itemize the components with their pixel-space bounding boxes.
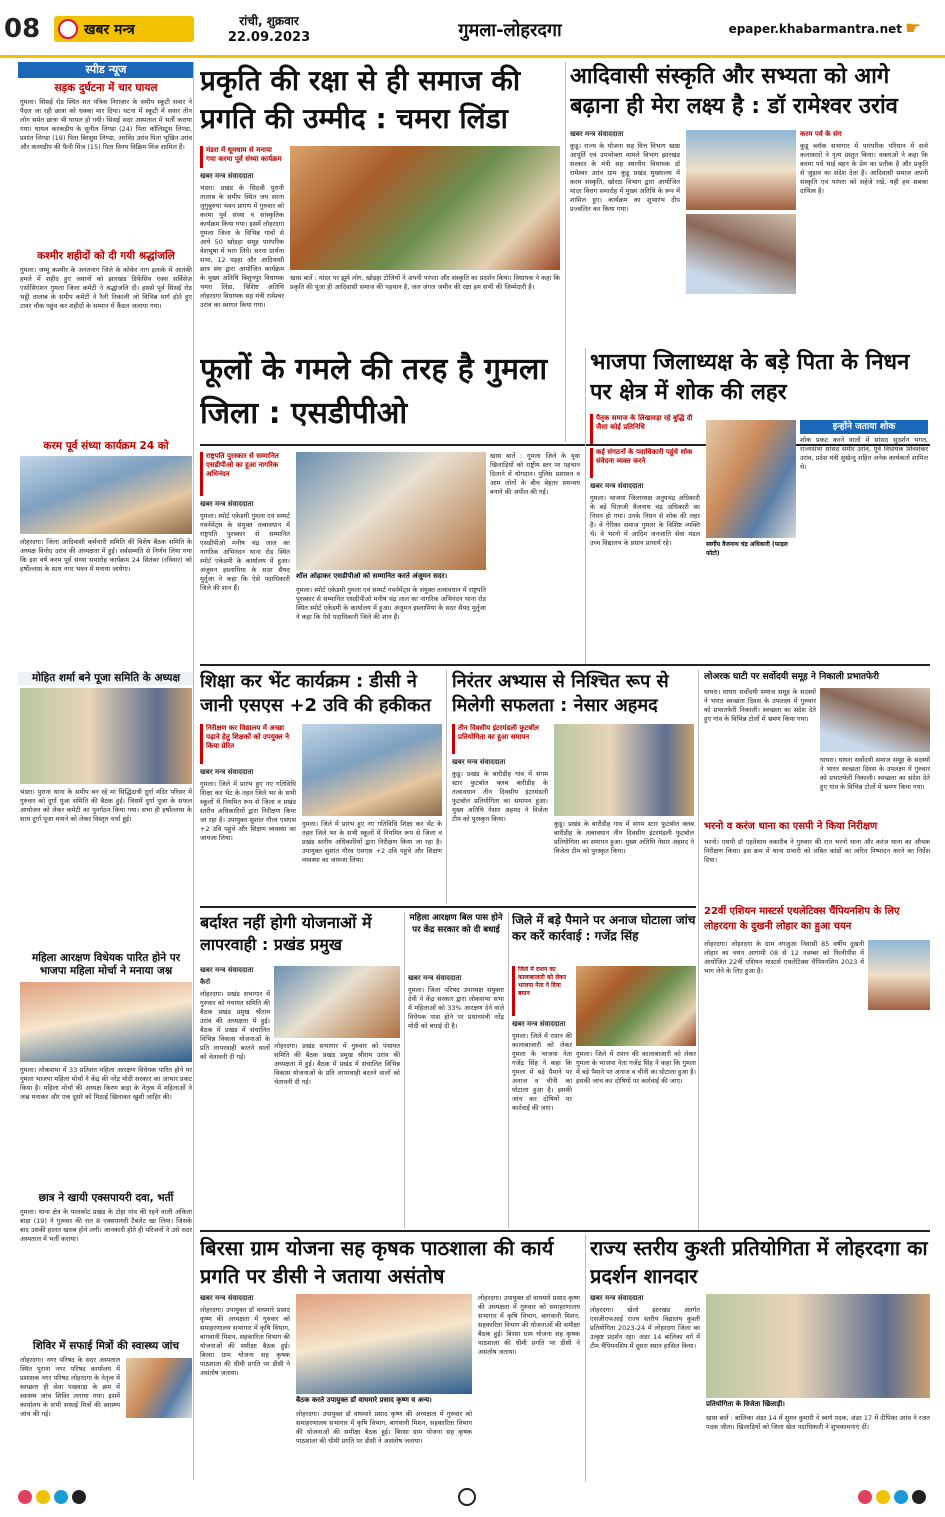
brand-logo [54,16,194,42]
condolence-head: इन्होंने जताया शोक [800,420,928,434]
news-photo [126,1358,192,1418]
story6-text-2: कुडू। प्रखंड के बारीडीह गांव में संगम स्टार फुटबॉल क्लब बारीडीह के तत्वावधान तीन दिवसीय इंटरमंडली फुटबॉल प्रतियोगिता का समापन हुआ। मुख्य अतिथि नेसार अहमद ने विजेता टीम को पुरस्कृत किया। [554,820,694,855]
story8-headline: महिला आरक्षण बिल पास होने पर केंद्र सरकार को दी बधाई [409,913,503,935]
pointing-hand-icon: ☛ [905,18,922,39]
story13-text-2: लोहरदगा। उपायुक्त डॉ वाघमारे प्रसाद कृष्ण की अध्यक्षता में गुरुवार को समाहरणालय सभागार में कृषि विभाग, बागवानी मिशन, सहकारिता विभाग की योजनाओं की समीक्षा बैठक हुई। बिरसा ग्राम योजना सह कृषक पाठशाला की धीमी प्रगति पर डीसी ने असंतोष जताया। [296,1410,472,1445]
news-head: कश्मीर शहीदों को दी गयी श्रद्धांजलि [37,250,175,262]
story2-sidebar-text: कुडू ब्लॉक सभागार में पारंपरिक परिधान में सजे कलाकारों ने नृत्य प्रस्तुत किया। वक्ताओं ने कहा कि करमा पर्व भाई बहन के प्रेम का प्रतीक है और प्रकृति से जुड़ाव का संदेश देता है। आदिवासी समाज अपनी संस्कृति एवं परंपरा को सहेजे रखे, यही हम सबका दायित्व है। [800,142,928,195]
story11-headline: भरनो व करंज थाना का एसपी ने किया निरीक्षण [704,821,878,832]
news-text: गुमला। थाना क्षेत्र के पालकोट प्रखंड के टोहा गांव की रहने वाली अंकिता बाड़ा (19) ने गुरुवार की रात 8 एक्सपायरी टैबलेट खा लिया। जिसके बाद उसकी हालत खराब होने लगी। जानकारी होते ही परिजनों ने उसे सदर अस्पताल में भर्ती कराया। [20,1208,192,1243]
story2-byline: खबर मन्त्र संवाददाता [570,130,624,138]
story13-byline: खबर मन्त्र संवाददाता [200,1294,254,1302]
story11-text: भरनो। एसपी डॉ एहतेशाम वकारीब ने गुरुवार की रात भरनो थाना और करंज थाना का औचक निरीक्षण किया। इस क्रम में थाना प्रभारी को लंबित कांडों का त्वरित निष्पादन करने का निर्देश दिया। [704,838,930,864]
story14-caption-text: खास बातें : बालिका अंडर 14 में सुमन कुमारी ने स्वर्ण पदक, अंडर 17 में दीपिका उरांव ने रजत पदक जीता। खिलाड़ियों को जिला खेल पदाधिकारी ने शुभकामनाएं दीं। [706,1414,930,1431]
story1-caption: खास बातें : मांदर पर झूमे लोग, खोड़हा टोलियों ने अपनी परंपरा और संस्कृति का प्रदर्शन किया। विधायक ने कहा कि प्रकृति की पूजा ही आदिवासी समाज की पहचान है, जल जंगल जमीन की रक्षा हम सभी की जिम्मेदारी है। [290,274,560,291]
color-mark-icon [912,1490,926,1504]
story2-headline: आदिवासी संस्कृति और सभ्यता को आगे बढ़ाना ही मेरा लक्ष्य है : डॉ रामेश्वर उरांव [570,64,898,119]
section-rule [200,664,930,666]
footer-strip [18,1486,930,1506]
story7-headline: बर्दाश्त नहीं होगी योजनाओं में लापरवाही : प्रखंड प्रमुख [200,913,372,954]
story2-text: कुडू। राज्य के योजना सह वित्त विभाग खाद्य आपूर्ति एवं उपभोक्ता मामले विभाग झारखंड सरकार के मंत्री सह स्थानीय विधायक डॉ रामेश्वर उरांव ग्राम कुडू प्रखंड मुख्यालय में करम संस्कृति, खोरठा विभाग द्वारा आयोजित मांदर विराग समारोह में मुख्य अतिथि के रूप में शामिल हुए। कार्यक्रम का शुभारंभ दीप प्रज्वलित कर किया गया। [570,142,680,213]
news-text: गुमला। लोकसभा में 33 प्रतिशत महिला आरक्षण विधेयक पारित होने पर गुमला भाजपा महिला मोर्चा ने केंद्र की नरेंद्र मोदी सरकार का आभार प्रकट किया है। महिला मोर्चा की अध्यक्ष किरण बाड़ा के नेतृत्व में महिलाओं ने जश्न मनाकर और एक दूसरे को मिठाई खिलाकर खुशी जाहिर की। [20,1066,192,1101]
story8-text: गुमला। जिला परिषद उपाध्यक्ष संयुक्ता देवी ने केंद्र सरकार द्वारा लोकसभा सभा में महिलाओं को 33% आरक्षण देने वाले विधेयक पास होने पर प्रधानमंत्री नरेंद्र मोदी को बधाई दी है। [408,986,504,1030]
news-head: छात्र ने खायी एक्सपायरी दवा, भर्ती [38,1192,174,1204]
speed-news-column [18,62,194,1480]
story13-text-3: लोहरदगा। उपायुक्त डॉ वाघमारे प्रसाद कृष्ण की अध्यक्षता में गुरुवार को समाहरणालय सभागार में कृषि विभाग, बागवानी मिशन, सहकारिता विभाग की योजनाओं की समीक्षा बैठक हुई। बिरसा ग्राम योजना सह कृषक पाठशाला की धीमी प्रगति पर डीसी ने असंतोष जताया। [478,1294,580,1356]
news-head: महिला आरक्षण विधेयक पारित होने पर भाजपा महिला मोर्चा ने मनाया जश्न [31,952,181,977]
registration-mark-icon [458,1488,476,1506]
story2-sidebar-head: करम पर्व के संग [800,130,842,138]
color-mark-icon [18,1490,32,1504]
story5-byline: खबर मन्त्र संवाददाता [200,768,254,776]
color-mark-icon [876,1490,890,1504]
news-text: लोहरदगा। जिला आदिवासी कर्मचारी समिति की विशेष बैठक समिति के अध्यक्ष विनोद उरांव की अध्यक्षता में हुई। सर्वसम्मति से निर्णय लिया गया कि इस वर्ष करम पूर्व संध्या समारोह कार्यक्रम 24 सितंबर (रविवार) को हर्षोल्लास के साथ नगर भवन में मनाया जायेगा। [20,538,192,573]
news-head: करम पूर्व संध्या कार्यक्रम 24 को [43,440,169,452]
story2-photo [686,130,796,210]
condolence-text: शोक प्रकट करने वालों में सांसद सुदर्शन भगत, राज्यसभा सांसद समीर उरांव, पूर्व विधायक शिवशंकर उरांव, प्रदेश मंत्री सुखेन्दु सहित अनेक कार्यकर्ता शामिल थे। [800,436,928,471]
story13-text: लोहरदगा। उपायुक्त डॉ वाघमारे प्रसाद कृष्ण की अध्यक्षता में गुरुवार को समाहरणालय सभागार में कृषि विभाग, बागवानी मिशन, सहकारिता विभाग की योजनाओं की समीक्षा बैठक हुई। बिरसा ग्राम योजना सह कृषक पाठशाला की धीमी प्रगति पर डीसी ने असंतोष जताया। [200,1306,290,1377]
story6-headline: निरंतर अभ्यास से निश्चित रूप से मिलेगी सफलता : नेसार अहमद [452,671,669,716]
section-title: गुमला-लोहरदगा [458,20,562,41]
story7-photo [274,966,400,1038]
news-photo [20,982,192,1062]
news-text: गुमला। जम्मू कश्मीर के अनंतनाग जिले के कोकेर नाग इलाके में आतंकी हमले में शहीद हुए जवानों को झारखंड डिफेंसिव एक्स सर्विसेज़ एसोसिएशन गुमला जिला कमेटी ने श्रद्धांजलि दी। इससे पूर्व सिसई रोड भट्ठी तालाब के समीप कमेटी ने रैली निकाली जो विभिन्न मार्ग होते हुए टावर चौक पहुंच कर शहीदों के सम्मान में कैंडल जलाया गया। [20,266,192,310]
story4-headline: भाजपा जिलाध्यक्ष के बड़े पिता के निधन पर क्षेत्र में शोक की लहर [590,350,910,405]
story8-byline: खबर मन्त्र संवाददाता [408,974,462,982]
story7-byline: खबर मन्त्र संवाददाता [200,966,254,974]
story5-headline: शिक्षा कर भेंट कार्यक्रम : डीसी ने जानी एसएस +2 उवि की हकीकत [200,671,432,716]
story3-box: राष्ट्रपति पुरस्कार से सम्मानित एसडीपीओ का हुआ नागरिक अभिनंदन [200,452,290,496]
story2-photo-2 [686,214,796,294]
story3-text: गुमला। स्पोर्ट एकेडमी गुमला एवं सम्मर्ट गवर्नमेंट्स के संयुक्त तत्वावधान में राष्ट्रपति पुरस्कार से सम्मानित एसडीपीओ मनीष चंद्र लाल का नागरिक अभिनंदन थाना रोड स्थित स्पोर्ट एकेडमी के कार्यालय में हुआ। अंजुमन इस्लामिया के सदर सैयद मुर्तुजा ने कहा कि ऐसे पदाधिकारी जिले की शान हैं। [200,512,290,592]
color-mark-icon [72,1490,86,1504]
story3-headline: फूलों के गमले की तरह है गुमला जिला : एसडीपीओ [200,352,548,431]
masthead [0,0,945,58]
column-divider [698,670,699,1230]
column-divider [508,912,509,1228]
story1-subhead: मंडरा में धूमधाम से मनाया गया करमा पूर्व संध्या कार्यक्रम [200,146,284,168]
story10-photo [820,688,930,752]
issue-date: 22.09.2023 [227,30,311,45]
story14-headline: राज्य स्तरीय कुश्ती प्रतियोगिता में लोहरदगा का प्रदर्शन शानदार [590,1236,928,1288]
story4-text: गुमला। भाजपा जिलाध्यक्ष अनुपचंद्र अधिकारी के बड़े पिताजी वैजनाथ चंद्र अधिकारी का निधन हो गया। उनके निधन से शोक की लहर है। वे गेरिका समाज गुमला के विशिष्ट व्यक्ति थे। वे भरनो में आदिम जनजाति सेवा मंडल उच्च विद्यालय के प्रधान प्राचार्य रहे। [590,494,700,547]
epaper-url[interactable]: epaper.khabarmantra.net [728,22,902,36]
story1-photo [290,146,560,270]
column-divider [585,1234,586,1482]
story14-photo [706,1294,930,1398]
story4-box1: पैतृक समाज के लिखावड़ा रहे बुद्धि दी जैसा कोई प्रतिनिधि [590,414,700,444]
color-mark-icon [36,1490,50,1504]
news-photo [20,688,192,784]
story9-text-2: गुमला। जिले में राशन की कालाबाजारी को लेकर गुमला के भाजपा नेता गजेंद्र सिंह ने कहा कि गुमला में बड़े पैमाने पर अनाज व चीनी का घोटाला हुआ है। इसकी जांच कर दोषियों पर कार्रवाई की जाए। [576,1050,696,1085]
news-head: सड़क दुर्घटना में चार घायल [54,82,158,94]
story10-headline: लोअरक घाटी पर सर्वोदयी समूह ने निकाली प्रभातफेरी [704,672,879,682]
news-head: शिविर में सफाई मित्रों की स्वास्थ्य जांच [32,1340,180,1352]
column-divider [446,670,447,904]
story12-photo [868,940,930,1010]
story12-text: लोहरदगा। लोहरदगा के ग्राम नगजुआ निवासी 85 वर्षीय दुखनी लोहार का चयन आगामी 08 से 12 नवम्बर को फिलीपींस में आयोजित 22वीं एशियन मास्टर्स एथलेटिक्स चैंपियनशिप 2023 में भाग लेने के लिए हुआ है। [704,940,864,975]
news-head: मोहित शर्मा बने पूजा समिति के अध्यक्ष [18,672,194,685]
story6-photo [554,724,694,816]
story3-extra-text: गुमला। स्पोर्ट एकेडमी गुमला एवं सम्मर्ट गवर्नमेंट्स के संयुक्त तत्वावधान में राष्ट्रपति पुरस्कार से सम्मानित एसडीपीओ मनीष चंद्र लाल का नागरिक अभिनंदन थाना रोड स्थित स्पोर्ट एकेडमी के कार्यालय में हुआ। अंजुमन इस्लामिया के सदर सैयद मुर्तुजा ने कहा कि ऐसे पदाधिकारी जिले की शान हैं। [296,586,486,621]
story3-photo [296,452,486,570]
color-mark-icon [858,1490,872,1504]
color-mark-icon [894,1490,908,1504]
brand-emblem-icon [58,19,78,39]
story4-photo-caption: स्वर्गीय वैजनाथ चंद्र अधिकारी (फाइल फोटो) [706,541,788,557]
story5-text: गुमला। जिले में प्रारंभ हुए नए गतिविधि शिक्षा कर भेंट के तहत जिले भर के सभी स्कूलों में नियमित रूप से जिला व प्रखंड स्तरीय अधिकारियों द्वारा निरीक्षण किया जा रहा है। उपायुक्त सुशांत गौरव एसएस +2 उवि पहुंचे और शिक्षण व्यवस्था का जायजा लिया। [200,780,296,842]
story9-text: गुमला। जिले में राशन की कालाबाजारी को लेकर गुमला के भाजपा नेता गजेंद्र सिंह ने कहा कि गुमला में बड़े पैमाने पर अनाज व चीनी का घोटाला हुआ है। इसकी जांच कर दोषियों पर कार्रवाई की जाए। [512,1032,572,1112]
story6-box: तीन दिवसीय इंटरमंडली फुटबॉल प्रतियोगिता का हुआ समापन [452,724,548,754]
story1-text: भंडरा। प्रखंड के सिठवी पुरानी तालाब के समीप स्थित जय सरना लुगुबुरुया भवन प्रांगण में गुरुवार को करमा पूर्व संध्या व सांस्कृतिक कार्यक्रम किया गया। इसमें लोहरदगा गुमला जिला के विभिन्न गांवों से आये 50 खोड़हा समूह पारंपरिक वेशभूषा में भाग लिये। सरना प्रार्थना सभा, 12 पड़हा और आदिवासी छात्र संघ द्वारा आयोजित कार्यक्रम के मुख्य अतिथि बिशुनपुर विधायक चमरा लिंडा, विशिष्ट अतिथि लोहरदगा विधायक सह मंत्री रामेश्वर उरांव का स्वागत किया गया। [200,184,284,309]
story7-place: कैरो [200,978,211,986]
section-rule [200,906,696,908]
story5-box: निरीक्षण कर विद्यालय में अच्छा पढ़ाने हेतु शिक्षकों को उपयुक्त ने किया प्रेरित [200,724,296,764]
story1-byline: खबर मन्त्र संवाददाता [200,172,254,180]
story10-text: घाघरा। घाघरा सर्वोदयी समाज समूह के सदस्यों ने भारत स्वच्छता दिवस के उपलक्ष्य में गुरुवार को प्रभातफेरी निकाली। स्वच्छता का संदेश देते हुए गांव के विभिन्न टोलों में भ्रमण किया गया। [704,688,816,723]
story3-side: खास बातें : गुमला जिले के युवा खिलाड़ियों को राष्ट्रीय स्तर पर पहचान दिलाने में योगदान। पुलिस प्रशासन व आम लोगों के बीच बेहतर समन्वय बनाने की अपील की गई। [490,452,580,496]
story3-photo-caption: शॉल ओढ़ाकर एसडीपीओ को सम्मानित करते अंजुमन सदर। [296,572,448,580]
column-divider [404,912,405,1228]
story4-box2: कई संगठनों के पदाधिकारी पहुंचे शोक संवेदना व्यक्त करने [590,448,700,478]
section-rule [200,1230,930,1232]
story5-photo [302,724,442,816]
story13-photo [296,1294,472,1394]
story14-photo-caption: प्रतियोगिता के विजेता खिलाड़ी। [706,1400,785,1408]
page-number: 08 [4,14,41,44]
color-mark-icon [54,1490,68,1504]
story4-photo [706,420,796,538]
city-day: रांची, शुक्रवार [239,14,299,28]
story9-photo [576,966,696,1046]
story7-text-2: लोहरदगा। प्रखंड सभागार में गुरुवार को पंचायत समिति की बैठक प्रखंड प्रमुख श्रीराम उरांव की अध्यक्षता में हुई। बैठक में प्रखंड में संचालित विभिन्न विकास योजनाओं के प्रति लापरवाही बरतने वालों को चेतावनी दी गई। [274,1042,400,1086]
story3-byline: खबर मन्त्र संवाददाता [200,500,254,508]
story13-photo-caption: बैठक करते उपायुक्त डॉ वाघमारे प्रसाद कृष्ण व अन्य। [296,1396,432,1404]
story14-text: लोहरदगा। खेलो झारखंड अंतर्गत एसजीएफआई राज्य स्तरीय विद्यालय कुश्ती प्रतियोगिता 2023-24 में लोहरदगा जिला का उत्कृष्ट प्रदर्शन रहा। अंडर 14 बालिका वर्ग में टीम चैंपियनशिप में दूसरा स्थान हासिल किया। [590,1306,700,1350]
news-text: भंडरा। पुराना थाना के समीप बन रहे मां सिद्धिदात्री दुर्गा मंदिर परिसर में गुरुवार को दुर्गा पूजा समिति की बैठक हुई। जिसमें दुर्गा पूजा के सफल आयोजन को लेकर कमेटी का पुनर्गठन किया गया। सभा ही हर्षोल्लास के साथ दुर्गा पूजा मनाने को लेकर विस्तृत चर्चा हुई। [20,788,192,823]
story5-text-2: गुमला। जिले में प्रारंभ हुए नए गतिविधि शिक्षा कर भेंट के तहत जिले भर के सभी स्कूलों में नियमित रूप से जिला व प्रखंड स्तरीय अधिकारियों द्वारा निरीक्षण किया जा रहा है। उपायुक्त सुशांत गौरव एसएस +2 उवि पहुंचे और शिक्षण व्यवस्था का जायजा लिया। [302,820,442,864]
story4-byline: खबर मन्त्र संवाददाता [590,482,644,490]
story12-headline: 22वीं एशियन मास्टर्स एथलेटिक्स चैंपियनशिप के लिए लोहरदगा के दुखनी लोहार का हुआ चयन [704,906,900,932]
story10-text-2: घाघरा। घाघरा सर्वोदयी समाज समूह के सदस्यों ने भारत स्वच्छता दिवस के उपलक्ष्य में गुरुवार को प्रभातफेरी निकाली। स्वच्छता का संदेश देते हुए गांव के विभिन्न टोलों में भ्रमण किया गया। [820,756,930,791]
story6-byline: खबर मन्त्र संवाददाता [452,758,506,766]
news-text: गुमला। सिसई रोड स्थित सत पत्रिक निराज़ार के समीप स्कूटी सवार ने पैदल जा रही छात्रा को धक्का मार दिया। घटना में स्कूटी में सवार तीन लोग समेत छात्रा भी घायल हो गयी। सिसई सदर अस्पताल में भर्ती कराया गया। घायल करकड़ीय के सुनील लिण्डा (24) पिता कॉलिस्टुस लिण्डा, प्रशांत लिण्डा (19) पिता बिरसुस लिण्डा, अरविंद उरांव पिता भूखिन उरांव और करमडीप की फैनी मिंज (15) पिता विनय विक्रिम मिंज शामिल हैं। [20,98,192,151]
story9-headline: जिले में बड़े पैमाने पर अनाज घोटाला जांच कर करें कार्रवाई : गजेंद्र सिंह [512,913,696,943]
story14-byline: खबर मन्त्र संवाददाता [590,1294,644,1302]
news-photo [20,456,192,534]
story7-text: लोहरदगा। प्रखंड सभागार में गुरुवार को पंचायत समिति की बैठक प्रखंड प्रमुख श्रीराम उरांव की अध्यक्षता में हुई। बैठक में प्रखंड में संचालित विभिन्न विकास योजनाओं के प्रति लापरवाही बरतने वालों को चेतावनी दी गई। [200,990,270,1061]
news-text: लोहरदगा। नगर परिषद के सदर अस्पताल स्थित पुराना नगर परिषद कार्यालय में प्रशासक नगर परिषद लोहरदगा के नेतृत्व में स्वच्छता ही सेवा पखवाड़ा के क्रम में स्वास्थ्य जांच शिविर लगाया गया। इसमें कार्यालय के सभी सफाई मित्रों की स्वास्थ्य जांच की गई। [20,1356,120,1418]
column-divider [585,348,586,664]
story13-headline: बिरसा ग्राम योजना सह कृषक पाठशाला की कार्य प्रगति पर डीसी ने जताया असंतोष [200,1236,554,1288]
speed-news-band: स्पीड न्यूज [18,62,194,78]
brand-name: खबर मन्त्र [84,22,135,38]
story6-text: कुडू। प्रखंड के बारीडीह गांव में संगम स्टार फुटबॉल क्लब बारीडीह के तत्वावधान तीन दिवसीय इंटरमंडली फुटबॉल प्रतियोगिता का समापन हुआ। मुख्य अतिथि नेसार अहमद ने विजेता टीम को पुरस्कृत किया। [452,770,548,823]
story9-box: जिले में राशन का कालाबाजारी को लेकर भाजपा नेता ने दिया बयान [512,966,572,1016]
story9-byline: खबर मन्त्र संवाददाता [512,1020,566,1028]
story1-headline: प्रकृति की रक्षा से ही समाज की प्रगति की उम्मीद : चमरा लिंडा [200,64,521,135]
